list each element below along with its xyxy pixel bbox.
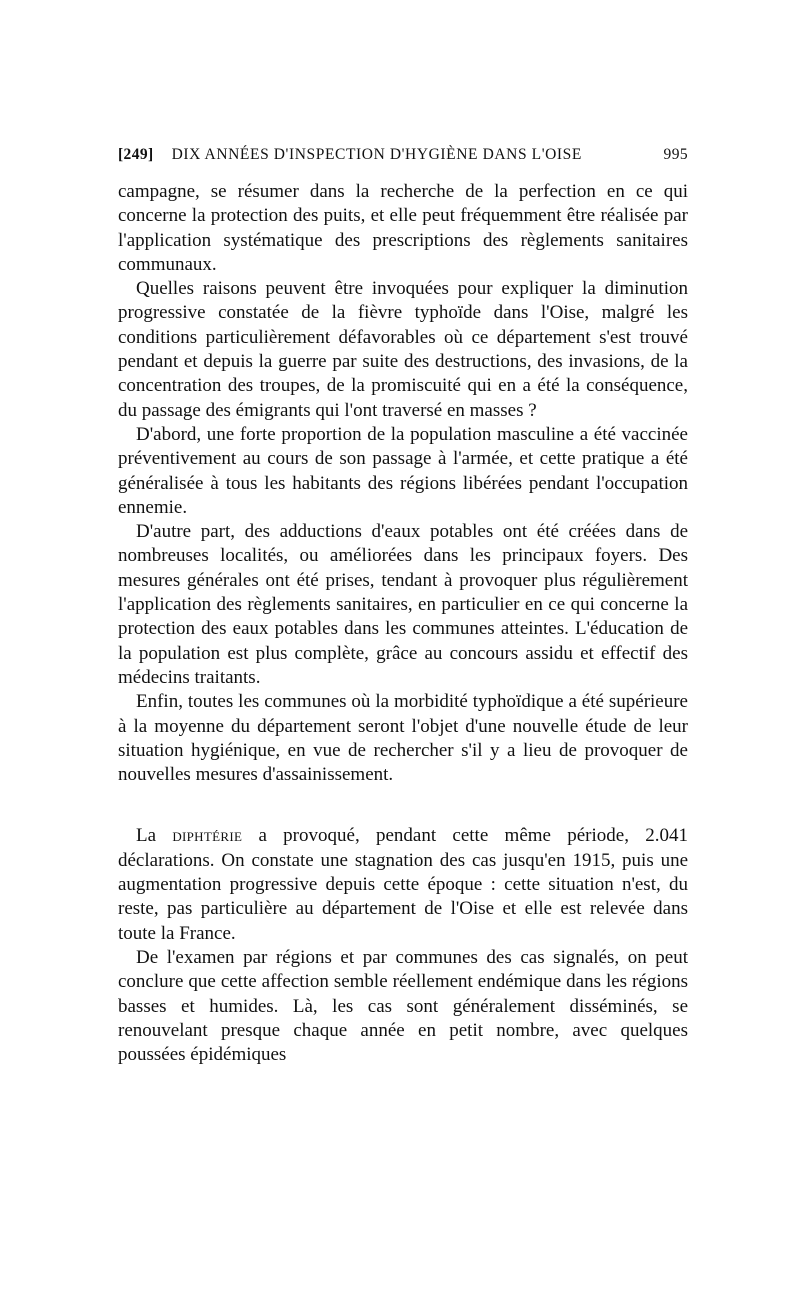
paragraph-water-supply: D'autre part, des adductions d'eaux potables ont été créées dans de nombreuses localités, ou améliorées dans les principaux foyers. Des mesures générales ont été prises, tendant à provoquer plus régulièrement l'application des règlements sanitaires, en particulier en ce qui concerne la protection des eaux potables dans les communes atteintes. L'éducation de la population est plus complète, grâce au concours assidu et effectif des médecins traitants. xyxy=(118,521,688,688)
paragraph-diphtheria xyxy=(118,824,688,945)
paragraph-continued: campagne, se résumer dans la recherche de la perfection en ce qui concerne la protection des puits, et elle peut fréquemment être réalisée par l'application systématique des prescriptions des règlements sanitaires communaux. xyxy=(118,181,688,275)
diphtheria-lead: La xyxy=(136,825,157,847)
diphtheria-term: diphtérie xyxy=(172,825,243,847)
paragraph-regional-analysis: De l'examen par régions et par communes des cas signalés, on peut conclure que cette affection semble réellement endémique dans les régions basses et humides. Là, les cas sont généralement disséminés, se renouvelant presque chaque année en petit nombre, avec quelques poussées épidémiques xyxy=(118,946,688,1066)
paragraph-vaccination: D'abord, une forte proportion de la population masculine a été vaccinée préventivement au cours de son passage à l'armée, et cette pratique a été généralisée à tous les habitants des régions libérées pendant l'occupation ennemie. xyxy=(118,423,688,518)
diphtheria-text: a provoqué, pendant cette même période, 2.041 déclarations. On constate une stagnation des cas jusqu'en 1915, puis une augmentation progressive depuis cette époque : cette situation n'est, du reste, pas particulière au département de l'Oise et elle est relevée dans toute la France. xyxy=(118,825,688,944)
running-header xyxy=(118,146,688,164)
header-left xyxy=(118,146,582,164)
paragraph-reasons: Quelles raisons peuvent être invoquées pour expliquer la diminution progressive constatée de la fièvre typhoïde dans l'Oise, malgré les conditions particulièrement défavorables où ce département s'est trouvé pendant et depuis la guerre par suite des destructions, des invasions, de la concentration des troupes, de la promiscuité qui en a été la conséquence, du passage des émigrants qui l'ont traversé en masses ? xyxy=(118,278,688,421)
book-page xyxy=(118,146,688,1067)
page-reference: [249] xyxy=(118,146,154,163)
page-number: 995 xyxy=(663,146,688,163)
running-title: DIX ANNÉES D'INSPECTION D'HYGIÈNE DANS L'OISE xyxy=(171,146,582,163)
paragraph-further-study: Enfin, toutes les communes où la morbidité typhoïdique a été supérieure à la moyenne du département seront l'objet d'une nouvelle étude de leur situation hygiénique, en vue de rechercher s'il y a lieu de provoquer de nouvelles mesures d'assainissement. xyxy=(118,691,688,786)
